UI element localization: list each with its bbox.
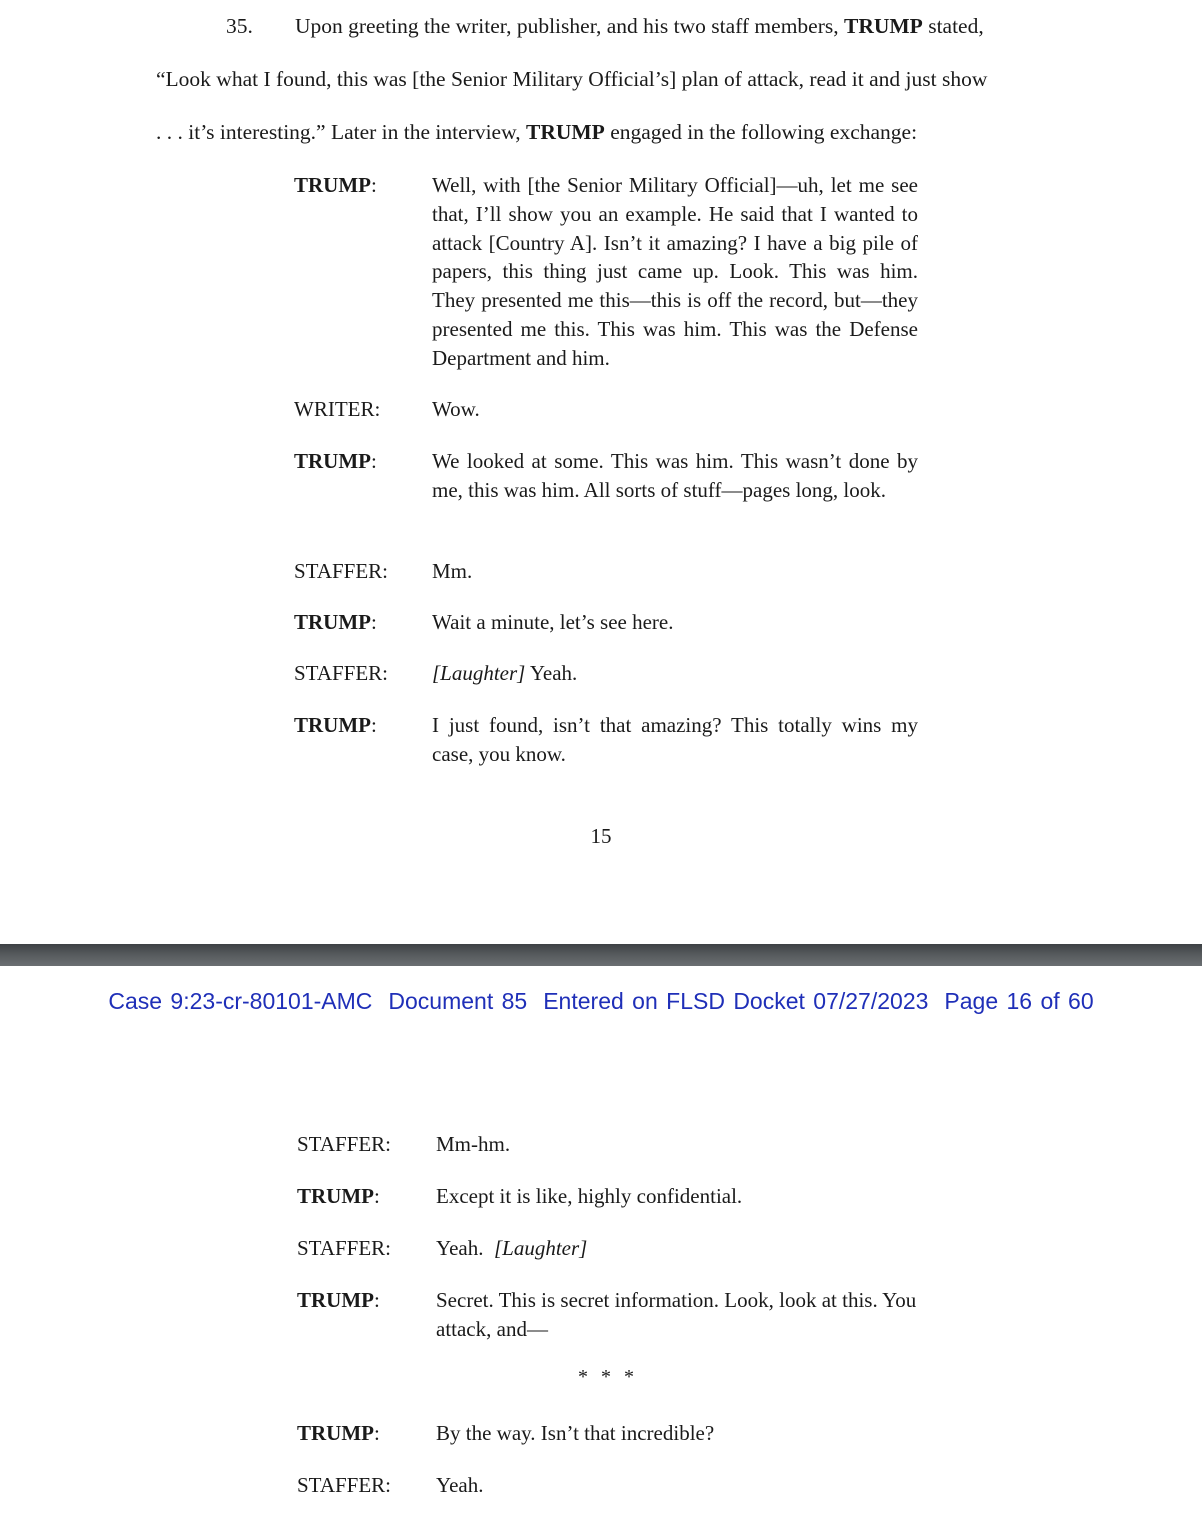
transcript-text: Secret. This is secret information. Look, look at this. You attack, and—: [436, 1288, 917, 1341]
transcript-text: Except it is like, highly confidential.: [436, 1184, 743, 1208]
paragraph-line-3-start: . . . it’s interesting.” Later in the interview,: [156, 120, 526, 144]
speaker-label: TRUMP:: [294, 610, 377, 634]
paragraph-line-1-text: Upon greeting the writer, publisher, and his two staff members,: [295, 14, 844, 38]
transcript-text: By the way. Isn’t that incredible?: [436, 1421, 715, 1445]
speaker-label: TRUMP:: [294, 713, 377, 737]
paragraph-line-1-end: stated,: [922, 14, 984, 38]
transcript-text: We looked at some. This was him. This wasn’t done by me, this was him. All sorts of stuff—pages long, look.: [432, 449, 918, 502]
transcript-text: Yeah.: [436, 1473, 484, 1497]
case-header: [0, 988, 1202, 1015]
transcript-text: Wait a minute, let’s see here.: [432, 610, 674, 634]
speaker-label: STAFFER:: [294, 559, 389, 583]
paragraph-line-3: [156, 106, 917, 159]
section-separator: * * *: [578, 1366, 638, 1388]
speaker-label: TRUMP:: [294, 449, 377, 473]
case-number: Case 9:23-cr-80101-AMC: [108, 988, 373, 1014]
transcript-text: Well, with [the Senior Military Official]—uh, let me see that, I’ll show you an example. He said that I wanted to attack [Country A]. Isn’t it amazing? I have a big pile of papers, this thing just came up. Look. This was him. They presented me this—this is off the record, but—they presented me this. This was him. This was the Defense Department and him.: [432, 173, 918, 370]
paragraph-line-2: “Look what I found, this was [the Senior Military Official’s] plan of attack, read it and just show: [156, 67, 988, 91]
speaker-label: STAFFER:: [297, 1473, 392, 1497]
transcript-text: Yeah. [Laughter]: [436, 1236, 588, 1260]
transcript-text: Mm-hm.: [436, 1132, 511, 1156]
speaker-label: TRUMP:: [297, 1184, 380, 1208]
transcript-text: Mm.: [432, 559, 473, 583]
document-number: Document 85: [388, 988, 528, 1014]
speaker-label: STAFFER:: [297, 1236, 392, 1260]
paragraph-line-3-end: engaged in the following exchange:: [604, 120, 918, 144]
speaker-label: WRITER:: [294, 397, 381, 421]
speaker-label: STAFFER:: [294, 661, 389, 685]
page-count: Page 16 of 60: [944, 988, 1094, 1014]
paragraph-number: [226, 0, 253, 53]
paragraph-line-1: [295, 0, 984, 53]
speaker-label: TRUMP:: [294, 173, 377, 197]
speaker-label: STAFFER:: [297, 1132, 392, 1156]
paragraph-line-1-bold: TRUMP: [844, 14, 923, 38]
paragraph-number-text: 35.: [226, 14, 253, 38]
page-divider: [0, 944, 1202, 966]
speaker-label: TRUMP:: [297, 1421, 380, 1445]
transcript-text: Wow.: [432, 397, 480, 421]
page-number: 15: [590, 824, 612, 848]
entered-date: Entered on FLSD Docket 07/27/2023: [543, 988, 929, 1014]
transcript-text: [Laughter] Yeah.: [432, 661, 578, 685]
paragraph-line-3-bold: TRUMP: [525, 120, 605, 144]
transcript-text: I just found, isn’t that amazing? This totally wins my case, you know.: [432, 713, 918, 766]
speaker-label: TRUMP:: [297, 1288, 380, 1312]
document-page-16: [0, 966, 1202, 1522]
